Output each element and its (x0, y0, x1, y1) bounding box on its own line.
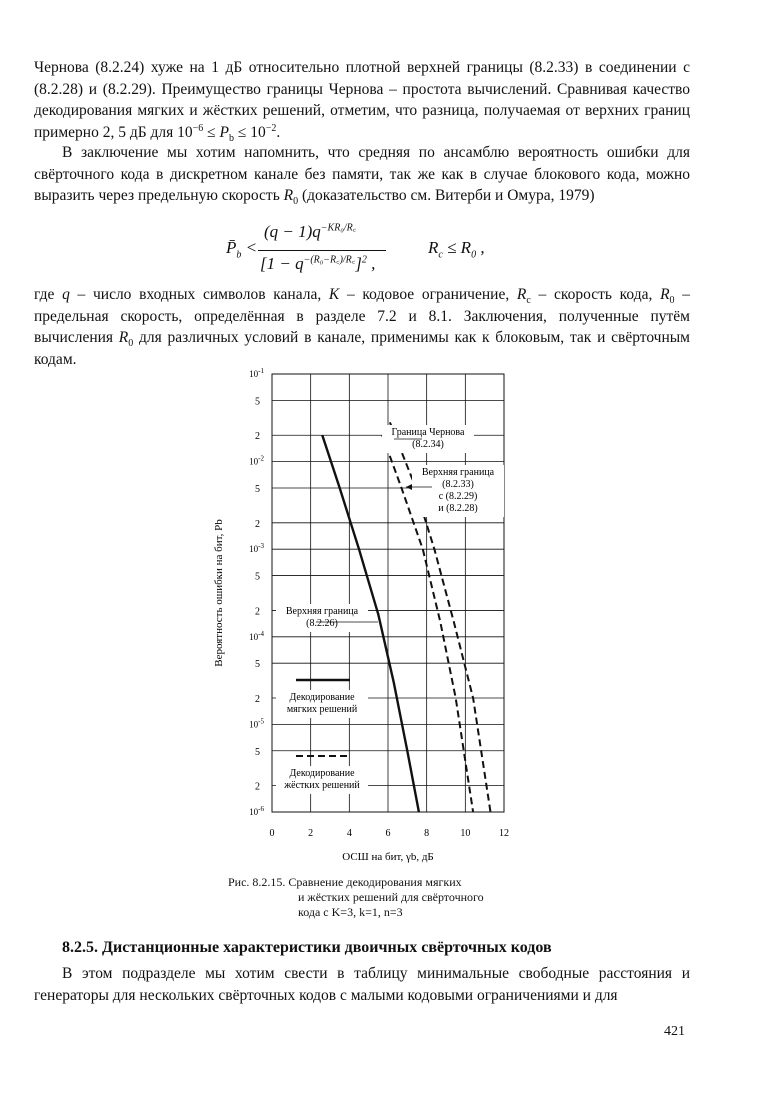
x-tick-label: 6 (385, 828, 391, 839)
annotation-text: (8.2.33) (442, 479, 474, 490)
y-tick-label: 2 (255, 781, 260, 793)
x-tick-label: 2 (308, 828, 314, 839)
y-tick-label: $10^{-6}$ (249, 805, 264, 817)
y-tick-label: 5 (255, 396, 260, 408)
page-number: 421 (664, 1024, 685, 1039)
annotation-text: с (8.2.29) (438, 491, 478, 502)
y-tick-label: 2 (255, 694, 260, 706)
y-tick-label: 5 (255, 571, 260, 583)
formula-lhs: $P̄_b$ < (226, 238, 258, 261)
y-tick-label: $10^{-3}$ (249, 542, 264, 555)
formula-error-bound (226, 220, 526, 284)
annotation-text: Верхняя граница (285, 606, 359, 617)
fraction-bar (258, 250, 386, 251)
figure-caption-line-1: Рис. 8.2.15. Сравнение декодирования мягких (228, 875, 462, 889)
figure-caption-line-3: кода с K=3, k=1, n=3 (298, 905, 403, 919)
y-tick-label: $10^{-5}$ (249, 717, 264, 730)
x-tick-label: 0 (269, 828, 275, 839)
paragraph-1: Чернова (8.2.24) хуже на 1 дБ относительно плотной верхней границы (8.2.33) в соединении с (8.2.28) и (8.2.29). Преимущество границы Чернова – простота вычислений. Сравнивая качество декодирования мягких и жёстких решений, отметим, что разница, получаемая от верхних границ примерно 2, 5 дБ для $10^{-6} \le P_b \le 10^{-2}$. (34, 59, 690, 144)
x-tick-label: 8 (424, 828, 430, 839)
formula-denominator: $[1 - q^{-(R_0-R꜀)/R꜀}]^2$ , (260, 254, 376, 273)
annotation-text: мягких решений (286, 704, 358, 715)
y-tick-label: 2 (255, 518, 260, 530)
paragraph-2: В заключение мы хотим напомнить, что средняя по ансамблю вероятность ошибки для свёрточного кода в дискретном канале без памяти, так же как в случае блокового кода, можно выразить через предельную скорость $R_0$ (доказательство см. Витерби и Омура, 1979) (34, 144, 690, 208)
section-title: 8.2.5. Дистанционные характеристики двоичных свёрточных кодов (62, 939, 552, 956)
y-tick-label: 5 (255, 483, 260, 495)
y-tick-label: $10^{-1}$ (249, 367, 264, 379)
x-tick-label: 4 (346, 828, 352, 839)
annotation-text: Граница Чернова (391, 427, 465, 438)
y-tick-label: $10^{-2}$ (249, 454, 264, 467)
y-tick-label: 5 (255, 659, 260, 671)
annotation-text: (8.2.34) (412, 439, 444, 450)
error-probability-chart (200, 362, 530, 874)
y-tick-label: $10^{-4}$ (249, 629, 264, 642)
formula-condition: $R_c \le R_0$ , (428, 238, 485, 261)
annotation-text: (8.2.26) (306, 618, 338, 629)
x-tick-label: 12 (499, 828, 509, 839)
y-tick-label: 2 (255, 431, 260, 443)
paragraph-3: где q – число входных символов канала, K – кодовое ограничение, $R_c$ – скорость кода, $R_0$ – предельная скорость, определённая в разделе 7.2 и 8.1. Заключения, полученные путём вычисления $R_0$ для различных условий в канале, применимы как к блоковым, так и свёрточным кодам. (34, 286, 691, 368)
formula-numerator: $(q - 1)q^{-KR_0/R꜀}$ (264, 222, 357, 241)
annotation-text: и (8.2.28) (438, 503, 478, 514)
y-tick-label: 5 (255, 746, 260, 758)
annotation-arrow (406, 484, 412, 490)
y-tick-label: 2 (255, 606, 260, 618)
annotation-text: Декодирование (289, 692, 355, 703)
annotation-text: Верхняя граница (421, 467, 495, 478)
x-tick-label: 10 (460, 828, 471, 839)
annotation-text: жёстких решений (284, 780, 360, 791)
annotation-text: Декодирование (289, 768, 355, 779)
figure-caption-line-2: и жёстких решений для свёрточного (298, 890, 484, 904)
x-axis-label: ОСШ на бит, γb, дБ (342, 851, 434, 863)
paragraph-4: В этом подразделе мы хотим свести в таблицу минимальные свободные расстояния и генераторы для нескольких свёрточных кодов с малыми кодовыми ограничениями и для (34, 965, 690, 1004)
y-axis-label: Вероятность ошибки на бит, Pb (213, 519, 225, 667)
